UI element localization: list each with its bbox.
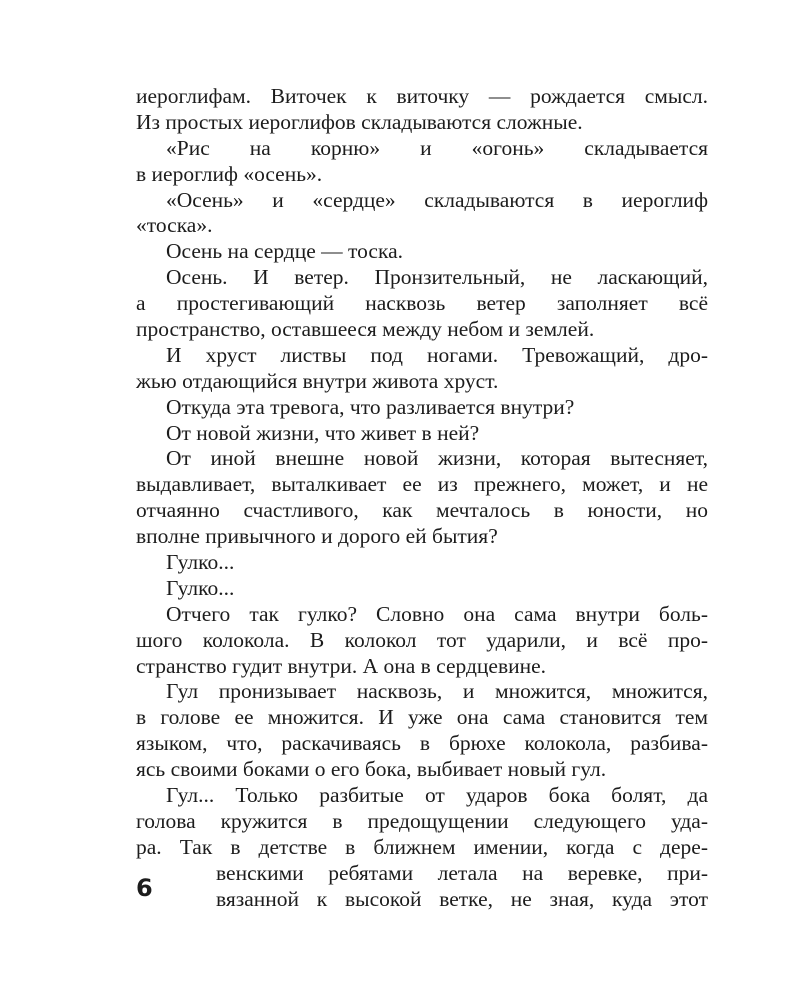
text-line: Отчего так гулко? Словно она сама внутри боль- [166,601,708,626]
text-line: «Осень» и «сердце» складываются в иероглиф [166,187,708,212]
text-line: Осень. И ветер. Пронзительный, не ласкающий, [166,265,708,290]
text-line: Из простых иероглифов складываются сложные. [136,109,583,134]
text-line: вполне привычного и дорого ей бытия? [136,524,498,549]
text-line: пространство, оставшееся между небом и землей. [136,317,595,342]
text-line: языком, что, раскачиваясь в брюхе колокола, разбива- [136,731,708,756]
text-line: а простегивающий насквозь ветер заполняет всё [136,291,708,316]
text-line: Откуда эта тревога, что разливается внутри? [166,394,575,419]
text-line: шого колокола. В колокол тот ударили, и всё про- [136,627,708,652]
text-line: венскими ребятами летала на веревке, при- [216,860,708,885]
text-line: От иной внешне новой жизни, которая вытесняет, [166,446,708,471]
text-line: вязанной к высокой ветке, не зная, куда этот [216,886,708,911]
text-line: Гулко... [166,550,235,575]
text-line: «Рис на корню» и «огонь» складывается [166,135,708,160]
text-line: Гул... Только разбитые от ударов бока болят, да [166,783,708,808]
text-line: Гул пронизывает насквозь, и множится, множится, [166,679,708,704]
text-line: И хруст листвы под ногами. Тревожащий, дро- [166,342,708,367]
text-line: странство гудит внутри. А она в сердцевине. [136,653,547,678]
text-line: в голове ее множится. И уже она сама становится тем [136,705,708,730]
text-line: выдавливает, выталкивает ее из прежнего, может, и не [136,472,708,497]
page-number: 6 [136,874,153,902]
text-line: жью отдающийся внутри живота хруст. [136,368,499,393]
text-line: «тоска». [136,213,213,238]
text-line: Осень на сердце — тоска. [166,239,404,264]
text-line: ясь своими боками о его бока, выбивает новый гул. [136,757,607,782]
text-line: отчаянно счастливого, как мечталось в юности, но [136,498,708,523]
text-line: Гулко... [166,575,235,600]
text-line: голова кружится в предощущении следующего уда- [136,808,708,833]
text-line: в иероглиф «осень». [136,161,323,186]
body-text [136,84,708,913]
text-line: ра. Так в детстве в ближнем имении, когда с дере- [136,834,708,859]
text-line: иероглифам. Виточек к виточку — рождается смысл. [136,84,708,108]
text-line: От новой жизни, что живет в ней? [166,420,480,445]
